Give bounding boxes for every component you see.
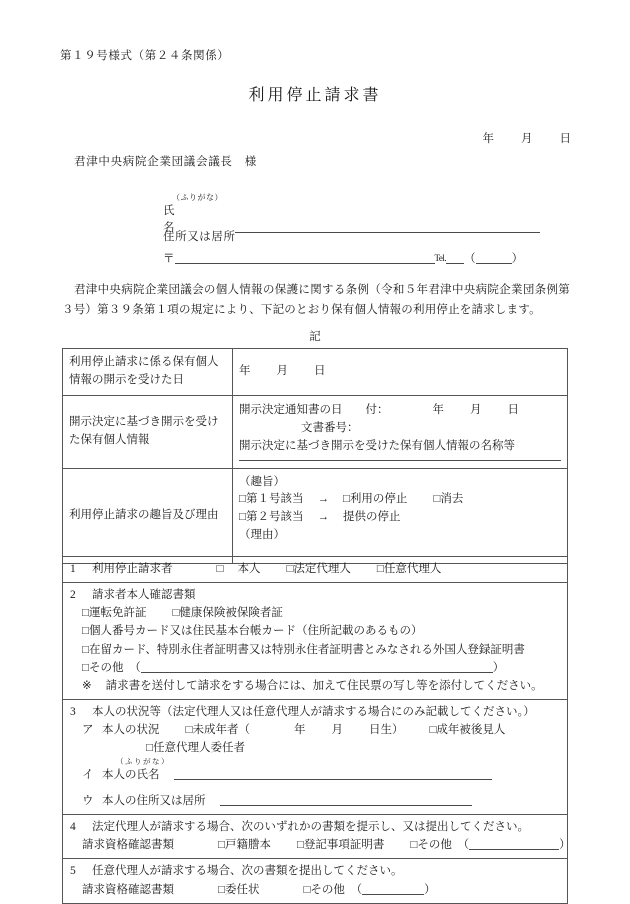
checkbox-stop-use[interactable]: □ <box>342 493 350 506</box>
row-c-index: ウ <box>82 794 94 807</box>
erase-label: 消去 <box>440 493 464 506</box>
date-month-label: 月 <box>521 133 534 145</box>
table-row <box>63 859 568 903</box>
section5-other-input-line[interactable] <box>362 882 424 895</box>
notice-month: 月 <box>470 404 482 417</box>
date-line <box>483 131 573 148</box>
attachments-table <box>62 556 571 904</box>
section-3-row-c <box>70 792 560 810</box>
tel-label: Tel. <box>434 253 447 263</box>
checkbox-health-insurance[interactable]: □ <box>172 607 180 620</box>
section-5-cell[interactable] <box>63 859 568 903</box>
section-5-sub-label: 請求資格確認書類 <box>82 883 174 896</box>
section4-other-label: その他 （ <box>417 839 470 852</box>
tel-input-line[interactable] <box>476 250 512 264</box>
section-1-cell[interactable] <box>63 557 568 583</box>
section5-other-label: その他 （ <box>310 883 363 896</box>
stop-use-label: 利用の停止 <box>349 493 408 506</box>
registry-certificate-label: 登記事項証明書 <box>303 839 385 852</box>
disclosure-table <box>62 348 568 564</box>
person-name-input-line[interactable] <box>174 767 492 780</box>
section-4-title: 法定代理人が請求する場合、次のいずれかの書類を提示し、又は提出してください。 <box>92 821 529 834</box>
section-3-row-a2 <box>70 739 560 757</box>
section4-other-close-paren: ） <box>559 839 571 852</box>
checkbox-adult-ward[interactable]: □ <box>429 724 437 737</box>
table-row <box>63 468 568 563</box>
purpose-heading: （趣旨） <box>239 475 285 488</box>
power-of-attorney-label: 委任状 <box>224 883 260 896</box>
month-label: 月 <box>276 364 288 377</box>
arrow-icon: → <box>317 511 329 524</box>
addressee: 君津中央病院企業団議会議長 様 <box>74 156 257 168</box>
section-4-heading <box>70 818 560 836</box>
section-2-cell[interactable] <box>63 583 568 700</box>
checkbox-minor[interactable]: □ <box>185 724 193 737</box>
arrow-icon: → <box>317 493 329 506</box>
section-2-note-row <box>70 677 560 695</box>
checkbox-section5-other[interactable]: □ <box>303 883 311 896</box>
section-4-sub-label: 請求資格確認書類 <box>82 839 174 852</box>
option-1-label: 第１号該当 <box>245 493 304 506</box>
option-2-label: 第２号該当 <box>245 511 304 524</box>
other-document-close-paren: ） <box>492 661 505 674</box>
year-label: 年 <box>239 364 251 377</box>
row-label-purpose-reason: 利用停止請求の趣旨及び理由 <box>63 468 233 563</box>
section-3-furigana: （ふりがな） <box>116 756 170 766</box>
minor-birth-day: 日生） <box>368 724 404 737</box>
checkbox-registry-certificate[interactable]: □ <box>296 839 304 852</box>
section-4-index: 4 <box>70 821 76 834</box>
postal-row <box>163 250 563 268</box>
section-5-heading <box>70 862 560 880</box>
minor-label: 未成年者（ <box>192 724 250 737</box>
residence-card-label: 在留カード、特別永住者証明書又は特別永住者証明書とみなされる外国人登録証明書 <box>88 643 525 656</box>
furigana-label: （ふりがな） <box>172 193 223 202</box>
other-document-input-line[interactable] <box>141 660 493 673</box>
section5-other-close-paren: ） <box>424 883 436 896</box>
table-row <box>63 815 568 859</box>
section-4-options-row <box>70 836 571 854</box>
info-name-input-line[interactable] <box>239 459 561 461</box>
section-3-cell[interactable] <box>63 700 568 815</box>
adult-ward-label: 成年被後見人 <box>436 724 506 737</box>
document-number-label: 文書番号： <box>301 422 359 435</box>
section-1-title: 利用停止請求者 <box>92 563 173 575</box>
checkbox-section4-other[interactable]: □ <box>410 839 418 852</box>
checkbox-item-1[interactable]: □ <box>239 493 246 506</box>
table-row <box>63 395 568 468</box>
notice-day: 日 <box>507 404 519 417</box>
section-5-index: 5 <box>70 865 76 878</box>
checkbox-drivers-license[interactable]: □ <box>82 607 89 620</box>
legal-representative-label: 法定代理人 <box>293 563 351 575</box>
stop-provision-label: 提供の停止 <box>342 511 401 524</box>
section-2-item-row-2 <box>70 622 560 640</box>
row-value-purpose-reason[interactable] <box>233 468 568 563</box>
checkbox-power-of-attorney[interactable]: □ <box>218 883 225 896</box>
row-a-index: ア <box>82 724 94 737</box>
postal-mark: 〒 <box>163 253 175 265</box>
day-label: 日 <box>314 364 326 377</box>
section-2-note: 請求書を送付して請求をする場合には、加えて住民票の写し等を添付してください。 <box>105 679 543 692</box>
health-insurance-label: 健康保険被保険者証 <box>179 607 283 620</box>
name-input-line[interactable] <box>235 219 540 233</box>
reason-heading: （理由） <box>239 529 285 542</box>
section-3-title: 本人の状況等（法定代理人又は任意代理人が請求する場合にのみ記載してください。） <box>92 706 535 719</box>
purpose-option-2-row <box>239 509 561 527</box>
checkbox-self[interactable]: □ <box>216 563 224 575</box>
row-b-label: 本人の氏名 <box>102 768 160 781</box>
section-2-item-row-3 <box>70 641 560 659</box>
address-input-line[interactable] <box>175 250 435 264</box>
self-label: 本人 <box>237 563 261 575</box>
row-value-disclosed-info[interactable] <box>233 395 568 468</box>
row-label-disclosed-info: 開示決定に基づき開示を受けた保有個人情報 <box>63 395 233 468</box>
name-label: 氏 名 <box>163 205 265 235</box>
tel-close-paren: ） <box>511 253 524 265</box>
row-a-label: 本人の状況 <box>102 724 160 737</box>
other-document-label: その他 （ <box>88 661 141 674</box>
section-2-title: 請求者本人確認書類 <box>92 589 196 602</box>
section-2-index: 2 <box>70 589 76 602</box>
section-5-options-row <box>70 881 560 899</box>
table-row <box>63 557 568 583</box>
table-row <box>63 583 568 700</box>
drivers-license-label: 運転免許証 <box>88 607 147 620</box>
section-2-heading <box>70 586 560 604</box>
row-value-disclosure-date[interactable] <box>233 349 568 396</box>
info-name-label: 開示決定に基づき開示を受けた保有個人情報の名称等 <box>239 440 515 453</box>
section-3-row-b <box>70 766 560 784</box>
minor-birth-month: 月 <box>331 724 343 737</box>
section-3-index: 3 <box>70 706 76 719</box>
section-3-row-a <box>70 721 560 739</box>
section-3-heading <box>70 703 560 721</box>
page-title: 利用停止請求書 <box>248 87 382 104</box>
voluntary-representative-label: 任意代理人 <box>383 563 442 575</box>
ki-mark: 記 <box>309 331 321 343</box>
tel-open-paren: （ <box>464 253 476 265</box>
row-c-label: 本人の住所又は居所 <box>102 794 206 807</box>
minor-birth-year: 年 <box>293 724 306 737</box>
checkbox-residence-card[interactable]: □ <box>82 643 89 656</box>
note-mark-icon: ※ <box>82 679 92 692</box>
row-label-disclosure-date: 利用停止請求に係る保有個人情報の開示を受けた日 <box>63 349 233 396</box>
checkbox-my-number-card[interactable]: □ <box>82 625 89 638</box>
checkbox-erase[interactable]: □ <box>433 493 441 506</box>
checkbox-family-register[interactable]: □ <box>218 839 225 852</box>
person-address-input-line[interactable] <box>220 793 472 806</box>
checkbox-voluntary-representative[interactable]: □ <box>376 563 384 575</box>
date-year-label: 年 <box>482 133 495 145</box>
section-2-item-row-1 <box>70 604 560 622</box>
notice-year: 年 <box>432 404 444 417</box>
my-number-card-label: 個人番号カード又は住民基本台帳カード（住所記載のあるもの） <box>88 625 423 638</box>
body-paragraph: 君津中央病院企業団議会の個人情報の保護に関する条例（令和５年君津中央病院企業団条例第３号）第３９条第１項の規定により、下記のとおり保有個人情報の利用停止を請求します。 <box>62 284 570 316</box>
family-register-label: 戸籍謄本 <box>224 839 271 852</box>
section-4-cell[interactable] <box>63 815 571 859</box>
section-5-title: 任意代理人が請求する場合、次の書類を提出してください。 <box>92 865 403 878</box>
date-day-label: 日 <box>559 133 572 145</box>
notice-date-label: 開示決定通知書の日 付： <box>239 404 389 417</box>
purpose-option-1-row <box>239 491 561 509</box>
checkbox-legal-representative[interactable]: □ <box>286 563 294 575</box>
table-row <box>63 700 568 815</box>
form-number: 第１９号様式（第２４条関係） <box>60 50 230 62</box>
address-label: 住所又は居所 <box>163 231 236 243</box>
table-row <box>63 349 568 396</box>
checkbox-voluntary-delegator[interactable]: □ <box>146 742 153 755</box>
notice-date-line <box>239 402 561 420</box>
checkbox-other-document[interactable]: □ <box>82 661 89 674</box>
voluntary-delegator-label: 任意代理人委任者 <box>152 742 245 755</box>
section-2-item-row-4 <box>70 659 560 677</box>
row-b-index: イ <box>82 768 94 781</box>
checkbox-item-2[interactable]: □ <box>239 511 246 524</box>
section-1-index: 1 <box>70 563 76 575</box>
section4-other-input-line[interactable] <box>469 837 559 850</box>
